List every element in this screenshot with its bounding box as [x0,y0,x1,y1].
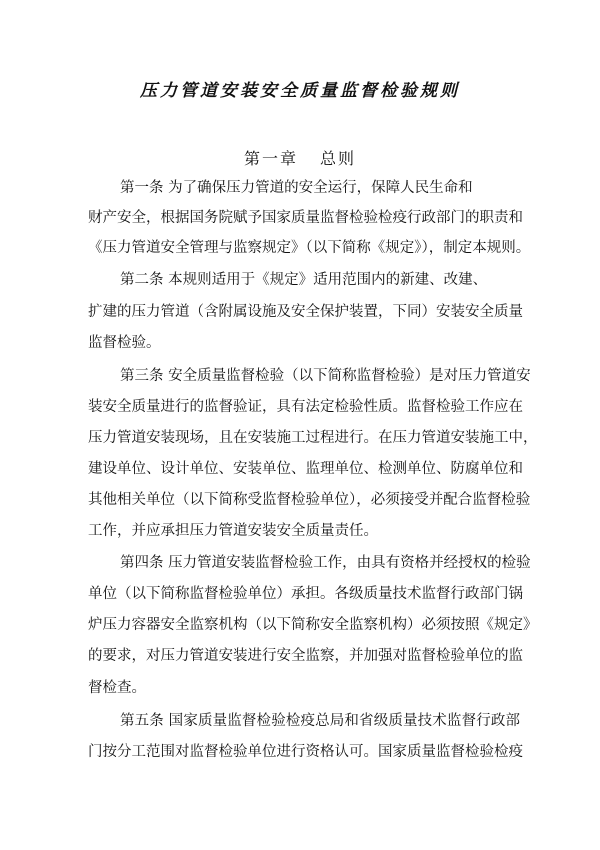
chapter-name: 总则 [320,149,357,168]
paragraph-line: 第一条 为了确保压力管道的安全运行，保障人民生命和 [120,180,473,196]
paragraph-line: 装安全质量进行的监督验证，具有法定检验性质。监督检验工作应在 [88,399,523,415]
paragraph-line: 的要求，对压力管道安装进行安全监察，并加强对监督检验单位的监 [88,648,523,664]
paragraph-line: 建设单位、设计单位、安装单位、监理单位、检测单位、防腐单位和 [88,461,523,477]
paragraph-line: 工作，并应承担压力管道安装安全质量责任。 [88,523,378,539]
paragraph-line: 第三条 安全质量监督检验（以下简称监督检验）是对压力管道安 [120,368,531,384]
paragraph-line: 扩建的压力管道（含附属设施及安全保护装置，下同）安装安全质量 [88,304,523,320]
paragraph-line: 单位（以下简称监督检验单位）承担。各级质量技术监督行政部门锅 [88,586,523,602]
paragraph-line: 督检查。 [88,680,146,696]
paragraph-line: 炉压力容器安全监察机构（以下简称安全监察机构）必须按照《规定》 [88,617,538,633]
paragraph-line: 其他相关单位（以下简称受监督检验单位），必须接受并配合监督检验 [88,492,531,508]
paragraph-line: 压力管道安装现场，且在安装施工过程进行。在压力管道安装施工中， [88,430,538,446]
paragraph-line: 第五条 国家质量监督检验检疫总局和省级质量技术监督行政部 [120,713,520,729]
paragraph-line: 《压力管道安全管理与监察规定》（以下简称《规定》），制定本规则。 [88,240,531,256]
chapter-number: 第一章 [243,149,298,168]
paragraph-line: 门按分工范围对监督检验单位进行资格认可。国家质量监督检验检疫 [88,744,523,760]
document-title: 压力管道安装安全质量监督检验规则 [140,81,460,101]
paragraph-line: 监督检验。 [88,335,161,351]
paragraph-line: 第二条 本规则适用于《规定》适用范围内的新建、改建、 [120,272,488,288]
paragraph-line: 财产安全，根据国务院赋予国家质量监督检验检疫行政部门的职责和 [88,210,523,226]
chapter-heading [0,146,600,169]
paragraph-line: 第四条 压力管道安装监督检验工作，由具有资格并经授权的检验 [120,555,531,571]
